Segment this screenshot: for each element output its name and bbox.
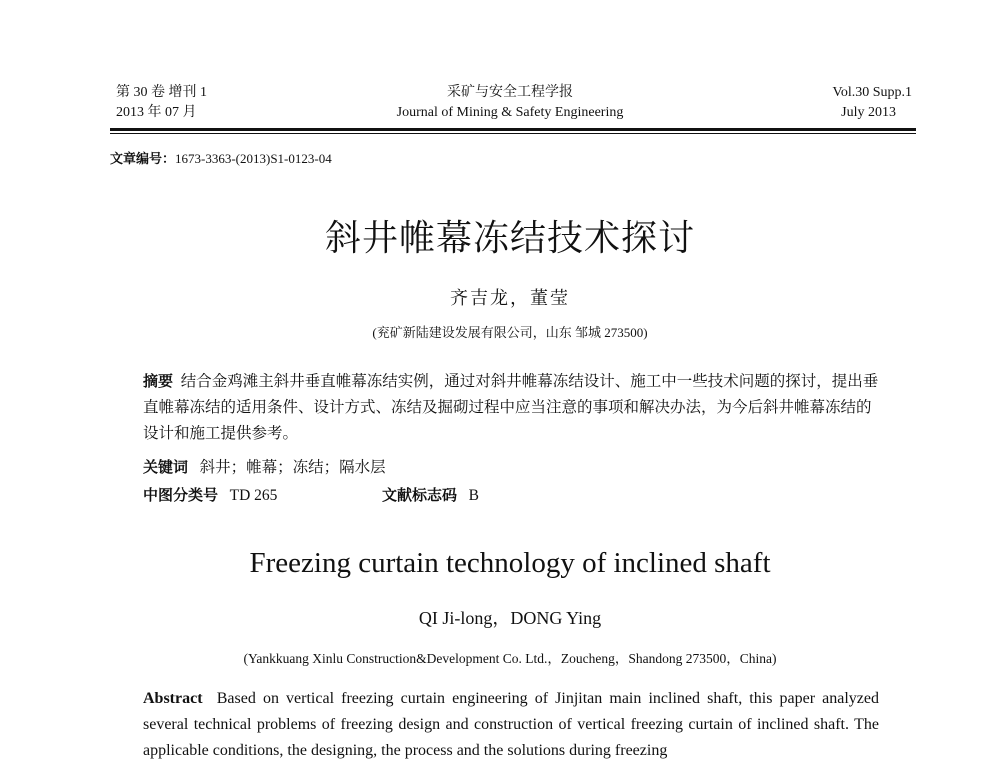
keywords-cn-text: 斜井；帷幕；冻结；隔水层 — [199, 459, 386, 476]
header-volume: 第 30 卷 增刊 1 — [116, 85, 207, 100]
doc-code-cn-value: B — [468, 487, 479, 504]
abstract-cn-label: 摘要 — [143, 372, 174, 390]
clc-cn-value: TD 265 — [229, 487, 278, 504]
clc-cn — [143, 482, 277, 509]
abstract-en — [143, 686, 879, 764]
article-number-label: 文章编号： — [110, 152, 176, 167]
abstract-en-label: Abstract — [143, 690, 203, 707]
authors-en: QI Ji-long，DONG Ying — [418, 608, 602, 628]
title-cn: 斜井帷幕冻结技术探讨 — [324, 218, 695, 259]
header-journal-en: Journal of Mining & Safety Engineering — [396, 105, 624, 120]
keywords-cn-label: 关键词 — [143, 458, 189, 476]
abstract-cn — [143, 368, 883, 447]
affiliation-cn: (兖矿新陆建设发展有限公司，山东 邹城 273500) — [372, 325, 648, 340]
clc-cn-label: 中图分类号 — [143, 486, 219, 504]
abstract-en-text: Based on vertical freezing curtain engineering of Jinjitan main inclined shaft, this paper analyzed several technical problems of freezing design and construction of vertical freezing curtain of inclined shaft. The applicable conditions, the designing, the process and the solutions during freezing — [143, 690, 880, 759]
article-number-value: 1673-3363-(2013)S1-0123-04 — [175, 151, 332, 166]
abstract-cn-text: 结合金鸡滩主斜井垂直帷幕冻结实例，通过对斜井帷幕冻结设计、施工中一些技术问题的探讨，提出垂直帷幕冻结的适用条件、设计方式、冻结及掘砌过程中应当注意的事项和解决办法，为今后斜井帷幕冻结的设计和施工提供参考。 — [143, 373, 879, 442]
doc-code-cn — [382, 482, 479, 509]
header-vol-en: Vol.30 Supp.1 — [832, 85, 912, 100]
header-date-en: July 2013 — [841, 105, 896, 120]
authors-cn: 齐吉龙，董莹 — [450, 288, 570, 308]
keywords-cn — [143, 454, 386, 481]
header-date-cn: 2013 年 07 月 — [116, 105, 197, 120]
header-rule-thin — [110, 133, 916, 134]
affiliation-en: (Yankkuang Xinlu Construction&Development Co. Ltd.，Zoucheng，Shandong 273500，China) — [243, 651, 777, 666]
article-number — [110, 148, 332, 167]
header-rule-thick — [110, 128, 916, 131]
header-journal-cn: 采矿与安全工程学报 — [447, 85, 573, 100]
title-en: Freezing curtain technology of inclined shaft — [249, 547, 771, 579]
doc-code-cn-label: 文献标志码 — [382, 486, 458, 504]
